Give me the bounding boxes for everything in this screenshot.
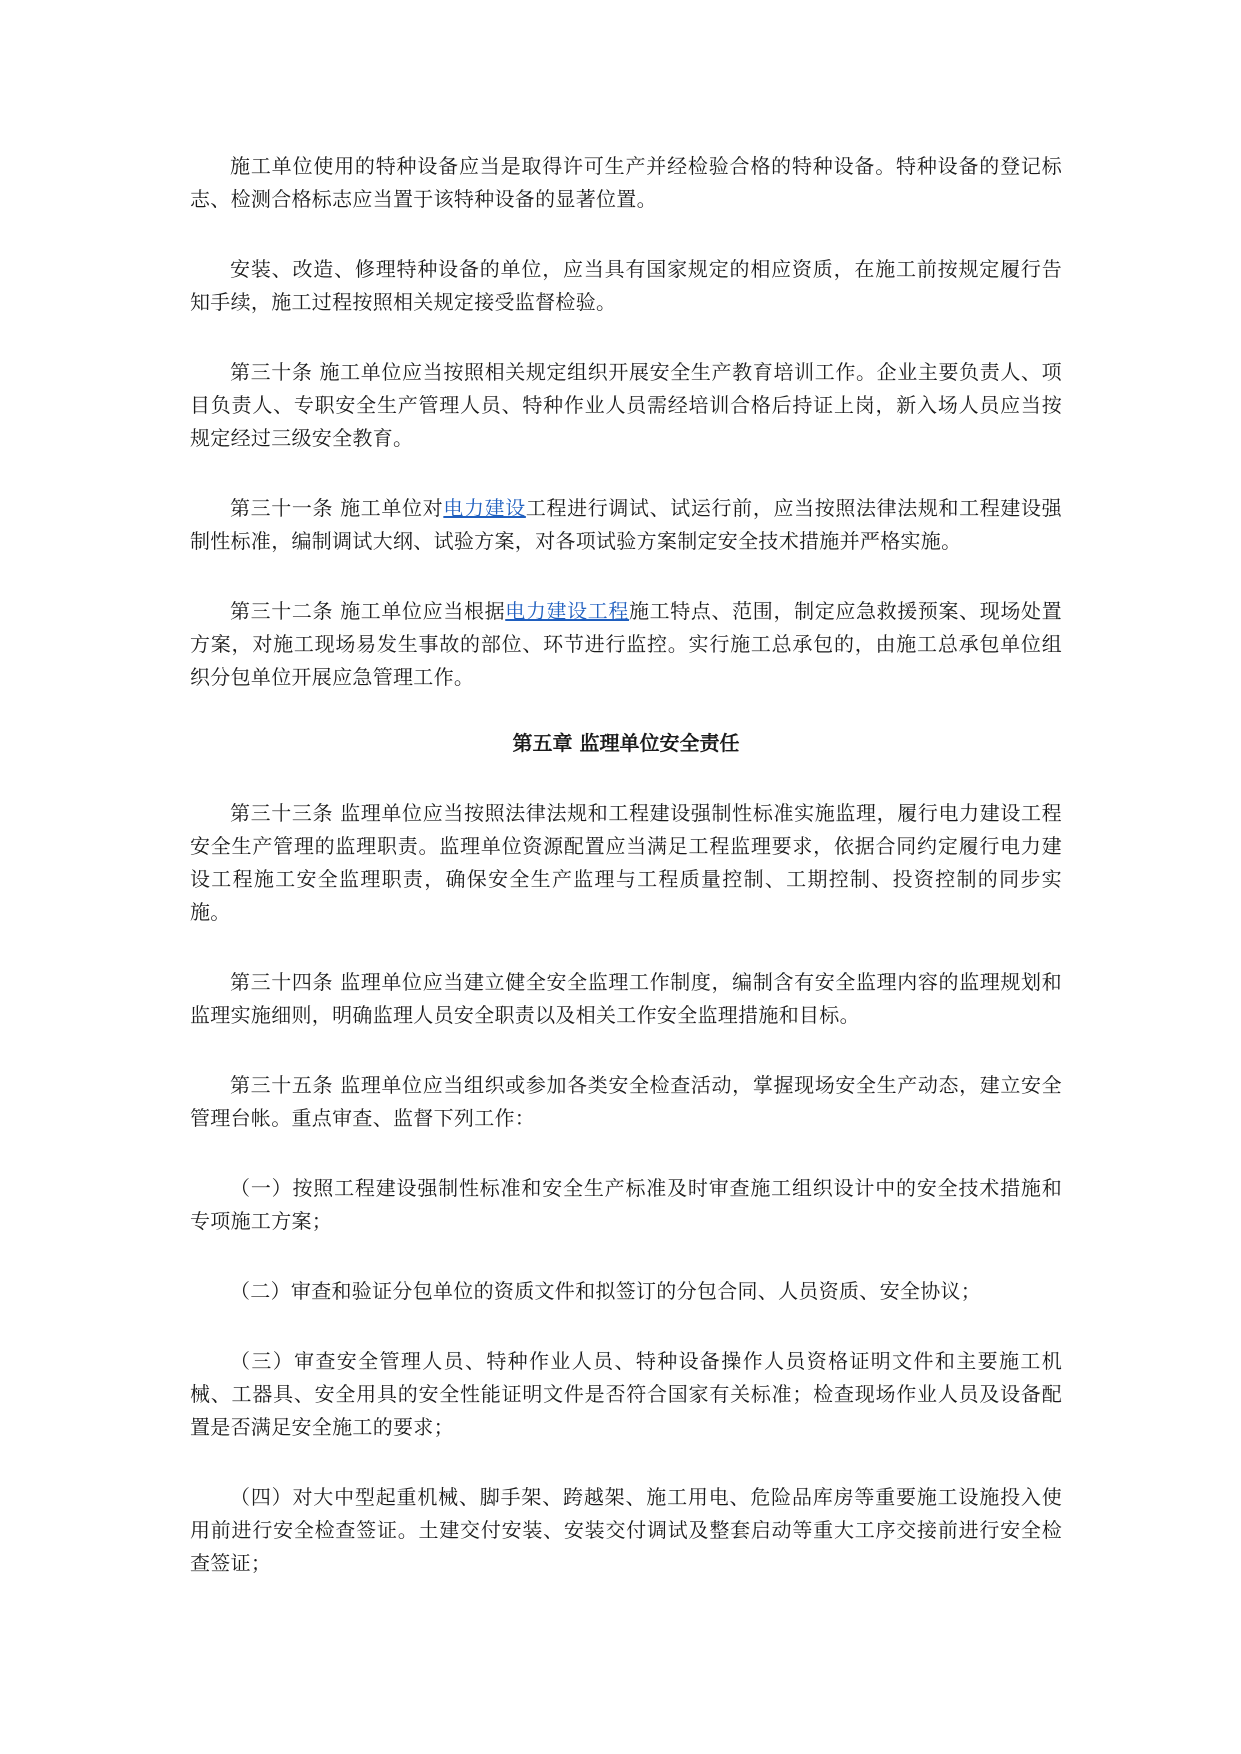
- article-31-lead: 第三十一条 施工单位对: [230, 496, 444, 520]
- list-item-2: （二）审查和验证分包单位的资质文件和拟签订的分包合同、人员资质、安全协议；: [230, 1279, 982, 1303]
- chapter-title: 第五章 监理单位安全责任: [512, 731, 740, 755]
- list-item-4: （四）对大中型起重机械、脚手架、跨越架、施工用电、危险品库房等重要施工设施投入使用前进行安全检查签证。土建交付安装、安装交付调试及整套启动等重大工序交接前进行安全检查签证；: [190, 1485, 1062, 1575]
- paragraph-article-35: 第三十五条 监理单位应当组织或参加各类安全检查活动，掌握现场安全生产动态，建立安全管理台帐。重点审查、监督下列工作：: [190, 1073, 1062, 1130]
- paragraph-article-34: 第三十四条 监理单位应当建立健全安全监理工作制度，编制含有安全监理内容的监理规划和监理实施细则，明确监理人员安全职责以及相关工作安全监理措施和目标。: [190, 970, 1062, 1027]
- paragraph-article-31: [190, 492, 1062, 558]
- list-item-3: （三）审查安全管理人员、特种作业人员、特种设备操作人员资格证明文件和主要施工机械、工器具、安全用具的安全性能证明文件是否符合国家有关标准；检查现场作业人员及设备配置是否满足安全施工的要求；: [190, 1349, 1062, 1439]
- article-32-rest: 施工特点、范围，制定应急救援预案、现场处置方案，对施工现场易发生事故的部位、环节进行监控。实行施工总承包的，由施工总承包单位组织分包单位开展应急管理工作。: [190, 599, 1062, 689]
- paragraph-article-30: 第三十条 施工单位应当按照相关规定组织开展安全生产教育培训工作。企业主要负责人、项目负责人、专职安全生产管理人员、特种作业人员需经培训合格后持证上岗，新入场人员应当按规定经过三级安全教育。: [190, 360, 1062, 450]
- paragraph-installation-qualification: 安装、改造、修理特种设备的单位，应当具有国家规定的相应资质，在施工前按规定履行告知手续，施工过程按照相关规定接受监督检验。: [190, 257, 1062, 314]
- link-power-construction[interactable]: 电力建设: [443, 496, 526, 520]
- article-32-lead: 第三十二条 施工单位应当根据: [230, 599, 506, 623]
- link-power-construction-project[interactable]: 电力建设工程: [505, 599, 630, 623]
- list-item-1: （一）按照工程建设强制性标准和安全生产标准及时审查施工组织设计中的安全技术措施和专项施工方案；: [190, 1176, 1062, 1233]
- paragraph-article-33: 第三十三条 监理单位应当按照法律法规和工程建设强制性标准实施监理，履行电力建设工程安全生产管理的监理职责。监理单位资源配置应当满足工程监理要求，依据合同约定履行电力建设工程施工安全监理职责，确保安全生产监理与工程质量控制、工期控制、投资控制的同步实施。: [190, 801, 1062, 924]
- article-31-rest: 工程进行调试、试运行前，应当按照法律法规和工程建设强制性标准，编制调试大纲、试验方案，对各项试验方案制定安全技术措施并严格实施。: [190, 496, 1062, 553]
- paragraph-article-32: [190, 595, 1062, 694]
- paragraph-special-equipment: 施工单位使用的特种设备应当是取得许可生产并经检验合格的特种设备。特种设备的登记标志、检测合格标志应当置于该特种设备的显著位置。: [190, 154, 1062, 211]
- document-page: [190, 150, 1062, 1617]
